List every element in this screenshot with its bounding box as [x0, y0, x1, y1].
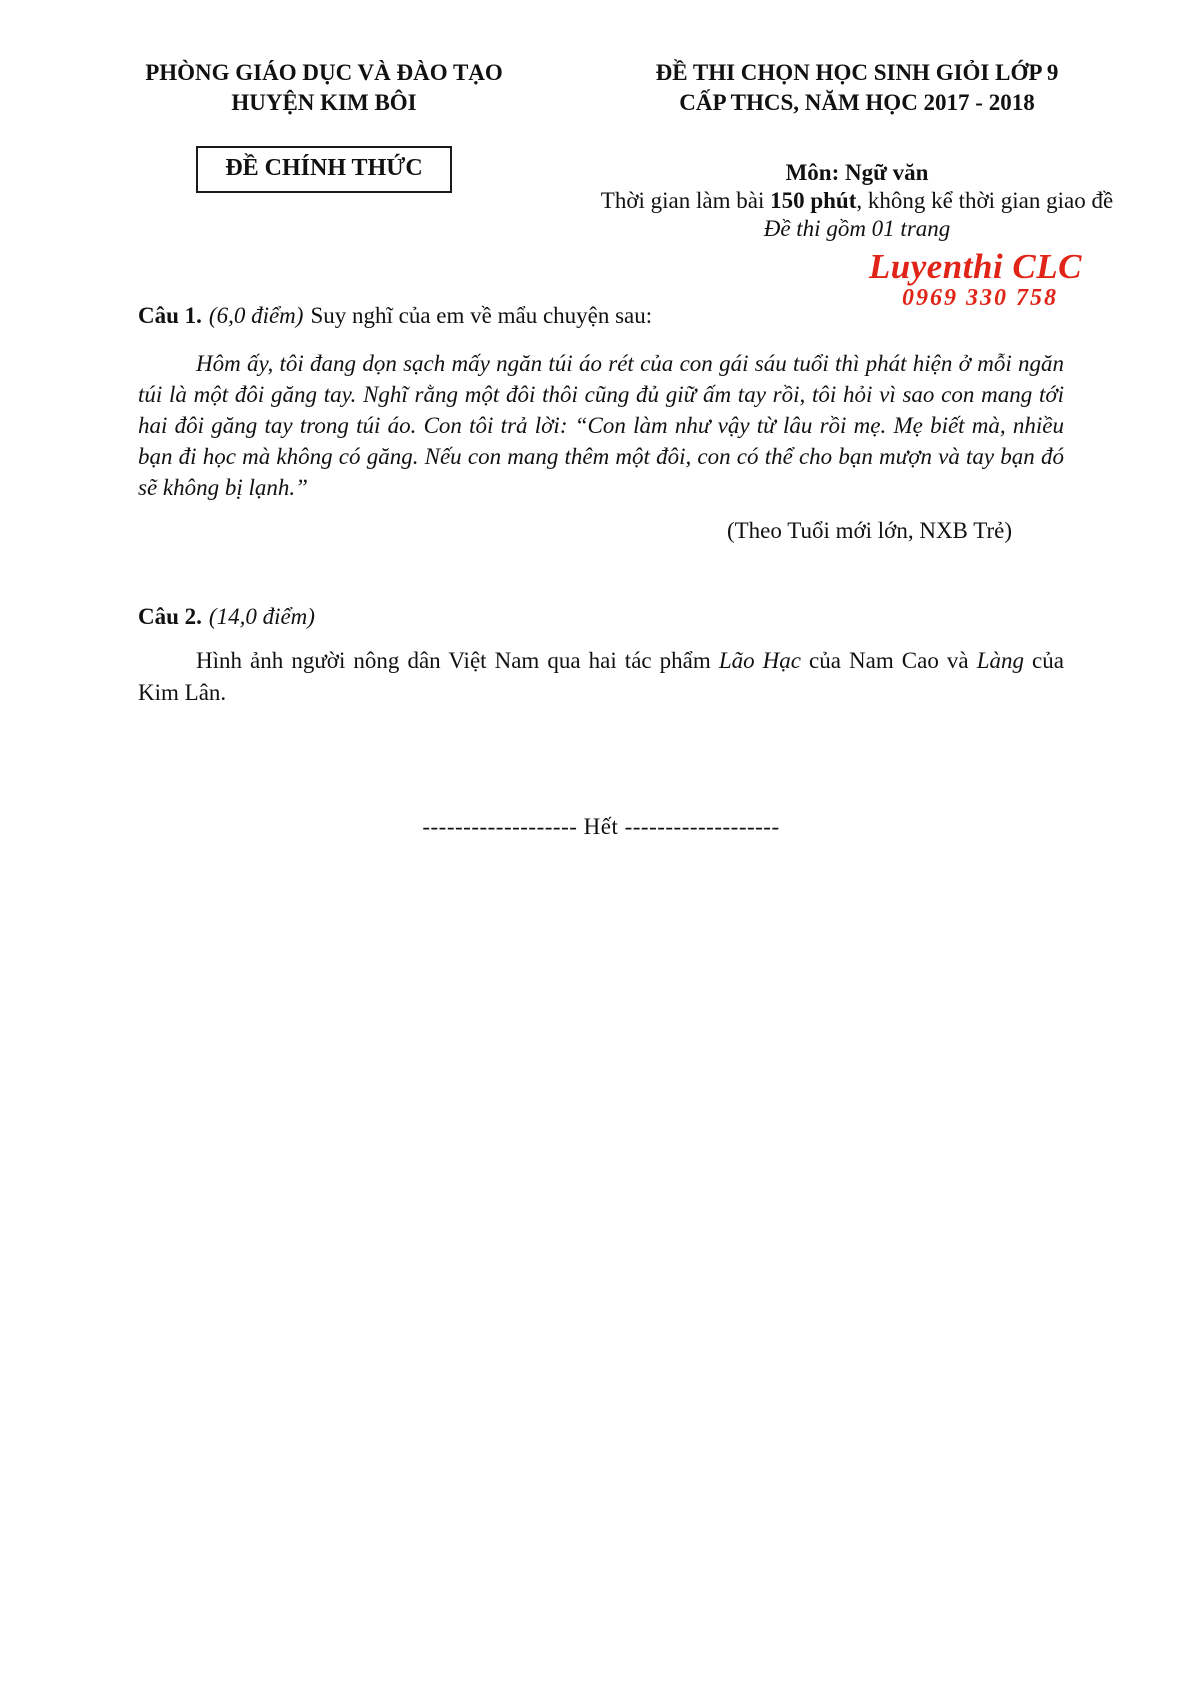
question2-label: Câu 2. — [138, 604, 202, 629]
watermark-brand: Luyenthi CLC — [868, 247, 1082, 286]
question2-heading — [138, 602, 1064, 632]
header-exam-block — [554, 58, 1160, 243]
exam-duration: Thời gian làm bài 150 phút, không kể thời gian giao đề — [600, 188, 1114, 213]
header-issuer-block — [108, 58, 540, 243]
question2-text: Hình ảnh người nông dân Việt Nam qua hai tác phẩm Lão Hạc của Nam Cao và Làng của Kim Lân. — [138, 648, 1064, 705]
exam-subject: Môn: Ngữ văn — [785, 160, 929, 185]
exam-title-line2: CẤP THCS, NĂM HỌC 2017 - 2018 — [679, 90, 1035, 115]
page-header — [0, 0, 1200, 243]
watermark — [869, 249, 1082, 310]
question1-prompt: Suy nghĩ của em về mẩu chuyện sau: — [310, 303, 653, 328]
issuer-district: HUYỆN KIM BÔI — [231, 90, 417, 115]
question2-points: (14,0 điểm) — [208, 604, 315, 629]
question1-points: (6,0 điểm) — [208, 303, 304, 328]
exam-title-line1: ĐỀ THI CHỌN HỌC SINH GIỎI LỚP 9 — [655, 60, 1059, 85]
question1-attribution: (Theo Tuổi mới lớn, NXB Trẻ) — [726, 518, 1012, 543]
exam-body — [0, 301, 1200, 842]
official-exam-stamp: ĐỀ CHÍNH THỨC — [196, 146, 451, 193]
end-of-exam-line: ------------------- Hết ------------------- — [422, 814, 780, 839]
question1-label: Câu 1. — [138, 303, 202, 328]
watermark-phone: 0969 330 758 — [902, 285, 1058, 311]
exam-pages-note: Đề thi gồm 01 trang — [763, 216, 951, 241]
issuer-department: PHÒNG GIÁO DỤC VÀ ĐÀO TẠO — [145, 60, 503, 85]
question1-story: Hôm ấy, tôi đang dọn sạch mấy ngăn túi áo rét của con gái sáu tuổi thì phát hiện ở mỗi ngăn túi là một đôi găng tay. Nghĩ rằng một đôi thôi cũng đủ giữ ấm tay rồi, tôi hỏi vì sao con mang tới hai đôi găng tay trong túi áo. Con tôi trả lời: “Con làm như vậy từ lâu rồi mẹ. Mẹ biết mà, nhiều bạn đi học mà không có găng. Nếu con mang thêm một đôi, con có thể cho bạn mượn và tay bạn đó sẽ không bị lạnh.” — [138, 351, 1064, 500]
